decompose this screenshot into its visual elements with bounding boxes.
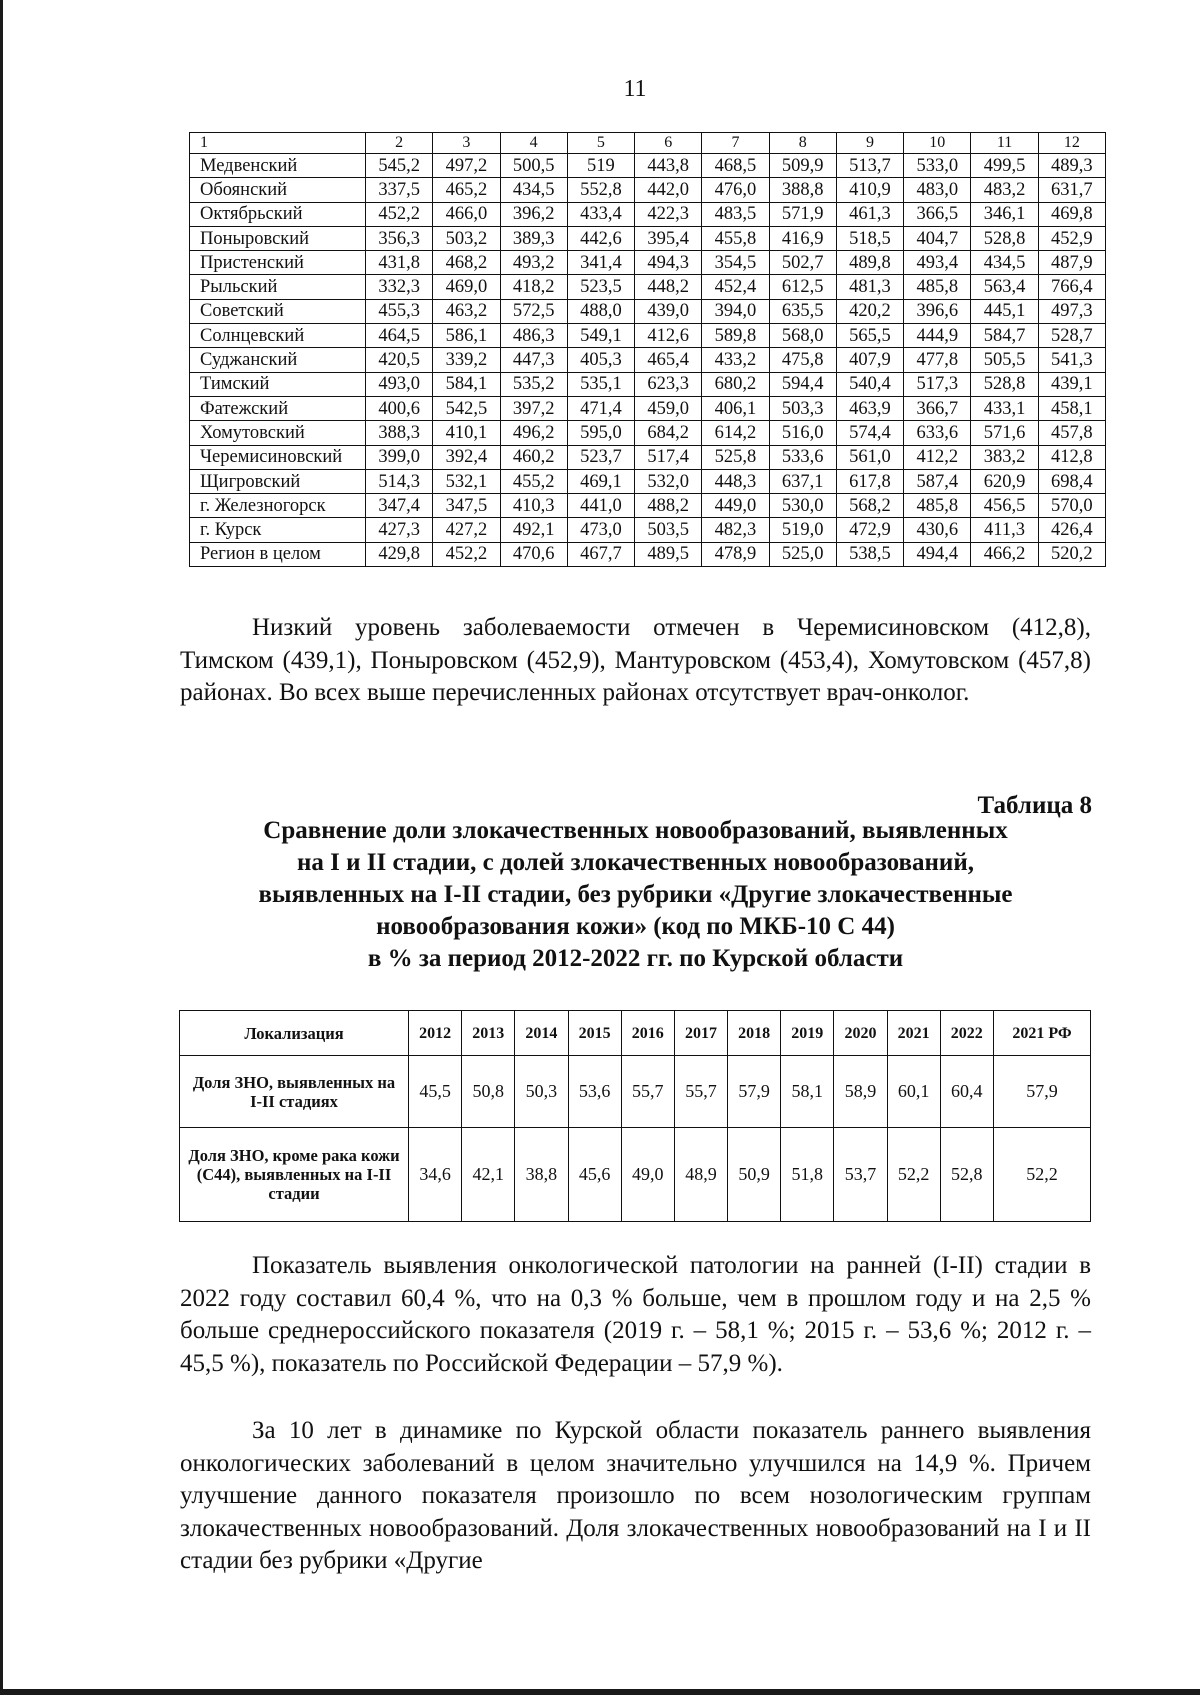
value-cell: 12 bbox=[1038, 133, 1105, 154]
value-cell: 620,9 bbox=[971, 469, 1038, 493]
table-row bbox=[190, 275, 1106, 299]
value-cell: 455,8 bbox=[702, 226, 769, 250]
value-cell: 623,3 bbox=[635, 372, 702, 396]
value-cell: 404,7 bbox=[904, 226, 971, 250]
value-cell: 2021 РФ bbox=[993, 1011, 1090, 1056]
value-cell: 431,8 bbox=[366, 251, 433, 275]
value-cell: 483,0 bbox=[904, 178, 971, 202]
value-cell: 444,9 bbox=[904, 324, 971, 348]
value-cell: 45,6 bbox=[568, 1128, 621, 1222]
row-label-cell: Солнцевский bbox=[190, 324, 366, 348]
value-cell: 538,5 bbox=[836, 542, 903, 566]
paragraph-detection-rate: Показатель выявления онкологической патологии на ранней (I-II) стадии в 2022 году составил 60,4 %, что на 0,3 % больше, чем в прошлом году и на 2,5 % больше среднероссийского показателя (2019 г. – 58,1 %; 2015 г. – 53,6 %; 2012 г. – 45,5 %), показатель по Российской Федерации – 57,9 %). bbox=[180, 1252, 1091, 1377]
value-cell: 561,0 bbox=[836, 445, 903, 469]
value-cell: 55,7 bbox=[621, 1056, 674, 1128]
value-cell: 574,4 bbox=[836, 421, 903, 445]
value-cell: 519 bbox=[567, 154, 634, 178]
value-cell: 337,5 bbox=[366, 178, 433, 202]
value-cell: 60,4 bbox=[940, 1056, 993, 1128]
value-cell: 497,2 bbox=[433, 154, 500, 178]
value-cell: 3 bbox=[433, 133, 500, 154]
scan-border-left bbox=[0, 0, 3, 1695]
value-cell: 528,8 bbox=[971, 372, 1038, 396]
table-8-label: Таблица 8 bbox=[977, 792, 1092, 819]
value-cell: 475,8 bbox=[769, 348, 836, 372]
value-cell: 467,7 bbox=[567, 542, 634, 566]
value-cell: 433,1 bbox=[971, 396, 1038, 420]
row-label-cell: Октябрьский bbox=[190, 202, 366, 226]
row-label-cell: Черемисиновский bbox=[190, 445, 366, 469]
value-cell: 356,3 bbox=[366, 226, 433, 250]
value-cell: 595,0 bbox=[567, 421, 634, 445]
value-cell: 470,6 bbox=[500, 542, 567, 566]
row-label-cell: 1 bbox=[190, 133, 366, 154]
row-label-cell: Регион в целом bbox=[190, 542, 366, 566]
row-label-cell: Тимский bbox=[190, 372, 366, 396]
value-cell: 405,3 bbox=[567, 348, 634, 372]
value-cell: 540,4 bbox=[836, 372, 903, 396]
value-cell: 406,1 bbox=[702, 396, 769, 420]
value-cell: 587,4 bbox=[904, 469, 971, 493]
value-cell: 493,4 bbox=[904, 251, 971, 275]
value-cell: 572,5 bbox=[500, 299, 567, 323]
value-cell: 8 bbox=[769, 133, 836, 154]
table-header-row bbox=[180, 1011, 1091, 1056]
value-cell: 499,5 bbox=[971, 154, 1038, 178]
value-cell: 766,4 bbox=[1038, 275, 1105, 299]
value-cell: 396,6 bbox=[904, 299, 971, 323]
value-cell: 429,8 bbox=[366, 542, 433, 566]
value-cell: 482,3 bbox=[702, 518, 769, 542]
value-cell: 389,3 bbox=[500, 226, 567, 250]
value-cell: 388,8 bbox=[769, 178, 836, 202]
table-row bbox=[190, 396, 1106, 420]
value-cell: 525,0 bbox=[769, 542, 836, 566]
table-row bbox=[190, 372, 1106, 396]
value-cell: 57,9 bbox=[728, 1056, 781, 1128]
value-cell: 53,7 bbox=[834, 1128, 887, 1222]
row-label-cell: Доля ЗНО, кроме рака кожи (С44), выявленных на I-II стадии bbox=[180, 1128, 409, 1222]
value-cell: 42,1 bbox=[462, 1128, 515, 1222]
row-label-cell: Советский bbox=[190, 299, 366, 323]
value-cell: 341,4 bbox=[567, 251, 634, 275]
value-cell: 503,3 bbox=[769, 396, 836, 420]
value-cell: 426,4 bbox=[1038, 518, 1105, 542]
value-cell: 465,2 bbox=[433, 178, 500, 202]
value-cell: 49,0 bbox=[621, 1128, 674, 1222]
value-cell: 448,3 bbox=[702, 469, 769, 493]
row-label-cell: Пристенский bbox=[190, 251, 366, 275]
value-cell: 483,2 bbox=[971, 178, 1038, 202]
value-cell: 60,1 bbox=[887, 1056, 940, 1128]
value-cell: 680,2 bbox=[702, 372, 769, 396]
value-cell: 457,8 bbox=[1038, 421, 1105, 445]
table-row bbox=[190, 299, 1106, 323]
value-cell: 520,2 bbox=[1038, 542, 1105, 566]
value-cell: 528,7 bbox=[1038, 324, 1105, 348]
value-cell: 456,5 bbox=[971, 494, 1038, 518]
value-cell: 594,4 bbox=[769, 372, 836, 396]
value-cell: 563,4 bbox=[971, 275, 1038, 299]
value-cell: 523,5 bbox=[567, 275, 634, 299]
value-cell: 483,5 bbox=[702, 202, 769, 226]
value-cell: 568,0 bbox=[769, 324, 836, 348]
value-cell: 2015 bbox=[568, 1011, 621, 1056]
value-cell: 698,4 bbox=[1038, 469, 1105, 493]
table-row bbox=[190, 421, 1106, 445]
value-cell: 473,0 bbox=[567, 518, 634, 542]
value-cell: 486,3 bbox=[500, 324, 567, 348]
value-cell: 570,0 bbox=[1038, 494, 1105, 518]
value-cell: 392,4 bbox=[433, 445, 500, 469]
value-cell: 635,5 bbox=[769, 299, 836, 323]
value-cell: 488,2 bbox=[635, 494, 702, 518]
value-cell: 463,9 bbox=[836, 396, 903, 420]
value-cell: 513,7 bbox=[836, 154, 903, 178]
value-cell: 530,0 bbox=[769, 494, 836, 518]
value-cell: 532,1 bbox=[433, 469, 500, 493]
value-cell: 452,2 bbox=[433, 542, 500, 566]
caption-line: выявленных на I-II стадии, без рубрики «Другие злокачественные bbox=[258, 881, 1013, 908]
value-cell: 455,3 bbox=[366, 299, 433, 323]
value-cell: 466,0 bbox=[433, 202, 500, 226]
value-cell: 354,5 bbox=[702, 251, 769, 275]
value-cell: 487,9 bbox=[1038, 251, 1105, 275]
value-cell: 445,1 bbox=[971, 299, 1038, 323]
value-cell: 492,1 bbox=[500, 518, 567, 542]
value-cell: 347,4 bbox=[366, 494, 433, 518]
table-row bbox=[190, 154, 1106, 178]
value-cell: 502,7 bbox=[769, 251, 836, 275]
value-cell: 633,6 bbox=[904, 421, 971, 445]
value-cell: 38,8 bbox=[515, 1128, 568, 1222]
table-row bbox=[190, 202, 1106, 226]
table-row bbox=[190, 348, 1106, 372]
value-cell: 493,0 bbox=[366, 372, 433, 396]
value-cell: 514,3 bbox=[366, 469, 433, 493]
value-cell: 469,0 bbox=[433, 275, 500, 299]
value-cell: 45,5 bbox=[409, 1056, 462, 1128]
value-cell: 471,4 bbox=[567, 396, 634, 420]
value-cell: 469,1 bbox=[567, 469, 634, 493]
value-cell: 407,9 bbox=[836, 348, 903, 372]
row-label-cell: Хомутовский bbox=[190, 421, 366, 445]
value-cell: 571,6 bbox=[971, 421, 1038, 445]
value-cell: 53,6 bbox=[568, 1056, 621, 1128]
value-cell: 545,2 bbox=[366, 154, 433, 178]
value-cell: 2012 bbox=[409, 1011, 462, 1056]
value-cell: 55,7 bbox=[674, 1056, 727, 1128]
value-cell: 412,2 bbox=[904, 445, 971, 469]
value-cell: 410,3 bbox=[500, 494, 567, 518]
value-cell: 459,0 bbox=[635, 396, 702, 420]
value-cell: 5 bbox=[567, 133, 634, 154]
caption-line: Сравнение доли злокачественных новообразований, выявленных bbox=[263, 817, 1008, 844]
value-cell: 399,0 bbox=[366, 445, 433, 469]
value-cell: 347,5 bbox=[433, 494, 500, 518]
value-cell: 589,8 bbox=[702, 324, 769, 348]
value-cell: 6 bbox=[635, 133, 702, 154]
value-cell: 464,5 bbox=[366, 324, 433, 348]
value-cell: 461,3 bbox=[836, 202, 903, 226]
value-cell: 430,6 bbox=[904, 518, 971, 542]
value-cell: 476,0 bbox=[702, 178, 769, 202]
value-cell: 517,3 bbox=[904, 372, 971, 396]
value-cell: 397,2 bbox=[500, 396, 567, 420]
value-cell: 477,8 bbox=[904, 348, 971, 372]
value-cell: 2020 bbox=[834, 1011, 887, 1056]
value-cell: 420,5 bbox=[366, 348, 433, 372]
value-cell: 2019 bbox=[781, 1011, 834, 1056]
value-cell: 584,7 bbox=[971, 324, 1038, 348]
row-label-cell: г. Курск bbox=[190, 518, 366, 542]
table-row bbox=[190, 518, 1106, 542]
value-cell: 637,1 bbox=[769, 469, 836, 493]
value-cell: 443,8 bbox=[635, 154, 702, 178]
value-cell: 2017 bbox=[674, 1011, 727, 1056]
value-cell: 535,1 bbox=[567, 372, 634, 396]
value-cell: 532,0 bbox=[635, 469, 702, 493]
table-row bbox=[190, 324, 1106, 348]
value-cell: 427,3 bbox=[366, 518, 433, 542]
value-cell: 505,5 bbox=[971, 348, 1038, 372]
value-cell: 612,5 bbox=[769, 275, 836, 299]
value-cell: 509,9 bbox=[769, 154, 836, 178]
value-cell: 485,8 bbox=[904, 275, 971, 299]
row-label-cell: Фатежский bbox=[190, 396, 366, 420]
value-cell: 533,6 bbox=[769, 445, 836, 469]
value-cell: 493,2 bbox=[500, 251, 567, 275]
value-cell: 571,9 bbox=[769, 202, 836, 226]
row-label-cell: г. Железногорск bbox=[190, 494, 366, 518]
value-cell: 503,5 bbox=[635, 518, 702, 542]
value-cell: 565,5 bbox=[836, 324, 903, 348]
scan-border-bottom bbox=[0, 1689, 1200, 1695]
table-row bbox=[190, 445, 1106, 469]
value-cell: 10 bbox=[904, 133, 971, 154]
value-cell: 468,5 bbox=[702, 154, 769, 178]
table-row bbox=[190, 226, 1106, 250]
value-cell: 2022 bbox=[940, 1011, 993, 1056]
table-row bbox=[180, 1056, 1091, 1128]
table-row bbox=[190, 251, 1106, 275]
value-cell: 541,3 bbox=[1038, 348, 1105, 372]
value-cell: 52,8 bbox=[940, 1128, 993, 1222]
value-cell: 525,8 bbox=[702, 445, 769, 469]
value-cell: 472,9 bbox=[836, 518, 903, 542]
value-cell: 494,3 bbox=[635, 251, 702, 275]
value-cell: 412,8 bbox=[1038, 445, 1105, 469]
value-cell: 410,9 bbox=[836, 178, 903, 202]
row-label-cell: Поныровский bbox=[190, 226, 366, 250]
value-cell: 2014 bbox=[515, 1011, 568, 1056]
value-cell: 466,2 bbox=[971, 542, 1038, 566]
table-row bbox=[190, 494, 1106, 518]
value-cell: 533,0 bbox=[904, 154, 971, 178]
value-cell: 439,1 bbox=[1038, 372, 1105, 396]
value-cell: 48,9 bbox=[674, 1128, 727, 1222]
table-8-caption bbox=[180, 815, 1091, 975]
value-cell: 52,2 bbox=[887, 1128, 940, 1222]
value-cell: 449,0 bbox=[702, 494, 769, 518]
value-cell: 50,3 bbox=[515, 1056, 568, 1128]
paragraph-low-incidence: Низкий уровень заболеваемости отмечен в Черемисиновском (412,8), Тимском (439,1), Поныровском (452,9), Мантуровском (453,4), Хомутовском (457,8) районах. Во всех выше перечисленных районах отсутствует врач-онколог. bbox=[180, 614, 1091, 706]
value-cell: 418,2 bbox=[500, 275, 567, 299]
value-cell: 383,2 bbox=[971, 445, 1038, 469]
value-cell: 434,5 bbox=[971, 251, 1038, 275]
row-label-cell: Доля ЗНО, выявленных на I-II стадиях bbox=[180, 1056, 409, 1128]
value-cell: 4 bbox=[500, 133, 567, 154]
value-cell: 684,2 bbox=[635, 421, 702, 445]
value-cell: 494,4 bbox=[904, 542, 971, 566]
row-label-cell: Локализация bbox=[180, 1011, 409, 1056]
value-cell: 452,4 bbox=[702, 275, 769, 299]
row-label-cell: Суджанский bbox=[190, 348, 366, 372]
value-cell: 452,2 bbox=[366, 202, 433, 226]
value-cell: 420,2 bbox=[836, 299, 903, 323]
value-cell: 433,2 bbox=[702, 348, 769, 372]
value-cell: 2013 bbox=[462, 1011, 515, 1056]
value-cell: 411,3 bbox=[971, 518, 1038, 542]
value-cell: 528,8 bbox=[971, 226, 1038, 250]
table-row bbox=[190, 178, 1106, 202]
value-cell: 518,5 bbox=[836, 226, 903, 250]
row-label-cell: Медвенский bbox=[190, 154, 366, 178]
value-cell: 568,2 bbox=[836, 494, 903, 518]
row-label-cell: Щигровский bbox=[190, 469, 366, 493]
value-cell: 517,4 bbox=[635, 445, 702, 469]
value-cell: 51,8 bbox=[781, 1128, 834, 1222]
value-cell: 2 bbox=[366, 133, 433, 154]
value-cell: 460,2 bbox=[500, 445, 567, 469]
value-cell: 448,2 bbox=[635, 275, 702, 299]
value-cell: 500,5 bbox=[500, 154, 567, 178]
value-cell: 2016 bbox=[621, 1011, 674, 1056]
value-cell: 34,6 bbox=[409, 1128, 462, 1222]
value-cell: 519,0 bbox=[769, 518, 836, 542]
table-header-row bbox=[190, 133, 1106, 154]
row-label-cell: Обоянский bbox=[190, 178, 366, 202]
value-cell: 631,7 bbox=[1038, 178, 1105, 202]
incidence-table bbox=[189, 132, 1106, 567]
value-cell: 468,2 bbox=[433, 251, 500, 275]
value-cell: 2021 bbox=[887, 1011, 940, 1056]
value-cell: 523,7 bbox=[567, 445, 634, 469]
value-cell: 58,1 bbox=[781, 1056, 834, 1128]
value-cell: 503,2 bbox=[433, 226, 500, 250]
value-cell: 455,2 bbox=[500, 469, 567, 493]
value-cell: 416,9 bbox=[769, 226, 836, 250]
value-cell: 441,0 bbox=[567, 494, 634, 518]
value-cell: 549,1 bbox=[567, 324, 634, 348]
value-cell: 50,8 bbox=[462, 1056, 515, 1128]
value-cell: 366,5 bbox=[904, 202, 971, 226]
value-cell: 57,9 bbox=[993, 1056, 1090, 1128]
value-cell: 469,8 bbox=[1038, 202, 1105, 226]
value-cell: 346,1 bbox=[971, 202, 1038, 226]
value-cell: 481,3 bbox=[836, 275, 903, 299]
value-cell: 422,3 bbox=[635, 202, 702, 226]
value-cell: 516,0 bbox=[769, 421, 836, 445]
table-row bbox=[180, 1128, 1091, 1222]
caption-line: в % за период 2012-2022 гг. по Курской области bbox=[367, 945, 904, 972]
page-number: 11 bbox=[623, 76, 647, 102]
value-cell: 478,9 bbox=[702, 542, 769, 566]
value-cell: 427,2 bbox=[433, 518, 500, 542]
value-cell: 584,1 bbox=[433, 372, 500, 396]
value-cell: 617,8 bbox=[836, 469, 903, 493]
value-cell: 7 bbox=[702, 133, 769, 154]
row-label-cell: Рыльский bbox=[190, 275, 366, 299]
caption-line: на I и II стадии, с долей злокачественных новообразований, bbox=[297, 849, 974, 876]
value-cell: 489,3 bbox=[1038, 154, 1105, 178]
value-cell: 485,8 bbox=[904, 494, 971, 518]
value-cell: 58,9 bbox=[834, 1056, 887, 1128]
value-cell: 614,2 bbox=[702, 421, 769, 445]
value-cell: 489,5 bbox=[635, 542, 702, 566]
value-cell: 439,0 bbox=[635, 299, 702, 323]
value-cell: 395,4 bbox=[635, 226, 702, 250]
value-cell: 447,3 bbox=[500, 348, 567, 372]
value-cell: 552,8 bbox=[567, 178, 634, 202]
value-cell: 339,2 bbox=[433, 348, 500, 372]
value-cell: 497,3 bbox=[1038, 299, 1105, 323]
value-cell: 396,2 bbox=[500, 202, 567, 226]
value-cell: 394,0 bbox=[702, 299, 769, 323]
value-cell: 586,1 bbox=[433, 324, 500, 348]
value-cell: 2018 bbox=[728, 1011, 781, 1056]
value-cell: 488,0 bbox=[567, 299, 634, 323]
table-row bbox=[190, 469, 1106, 493]
value-cell: 434,5 bbox=[500, 178, 567, 202]
value-cell: 496,2 bbox=[500, 421, 567, 445]
value-cell: 452,9 bbox=[1038, 226, 1105, 250]
value-cell: 458,1 bbox=[1038, 396, 1105, 420]
value-cell: 388,3 bbox=[366, 421, 433, 445]
value-cell: 50,9 bbox=[728, 1128, 781, 1222]
value-cell: 400,6 bbox=[366, 396, 433, 420]
value-cell: 465,4 bbox=[635, 348, 702, 372]
value-cell: 442,0 bbox=[635, 178, 702, 202]
value-cell: 11 bbox=[971, 133, 1038, 154]
value-cell: 52,2 bbox=[993, 1128, 1090, 1222]
value-cell: 412,6 bbox=[635, 324, 702, 348]
value-cell: 535,2 bbox=[500, 372, 567, 396]
value-cell: 463,2 bbox=[433, 299, 500, 323]
value-cell: 442,6 bbox=[567, 226, 634, 250]
value-cell: 433,4 bbox=[567, 202, 634, 226]
value-cell: 542,5 bbox=[433, 396, 500, 420]
value-cell: 9 bbox=[836, 133, 903, 154]
value-cell: 332,3 bbox=[366, 275, 433, 299]
paragraph-ten-year-dynamics: За 10 лет в динамике по Курской области показатель раннего выявления онкологических заболеваний в целом значительно улучшился на 14,9 %. Причем улучшение данного показателя произошло по всем нозологическим группам злокачественных новообразований. Доля злокачественных новообразований на I и II стадии без рубрики «Другие bbox=[180, 1417, 1091, 1574]
caption-line: новообразования кожи» (код по МКБ-10 С 44) bbox=[376, 913, 895, 940]
value-cell: 489,8 bbox=[836, 251, 903, 275]
value-cell: 410,1 bbox=[433, 421, 500, 445]
value-cell: 366,7 bbox=[904, 396, 971, 420]
early-detection-table bbox=[179, 1010, 1091, 1222]
table-row bbox=[190, 542, 1106, 566]
